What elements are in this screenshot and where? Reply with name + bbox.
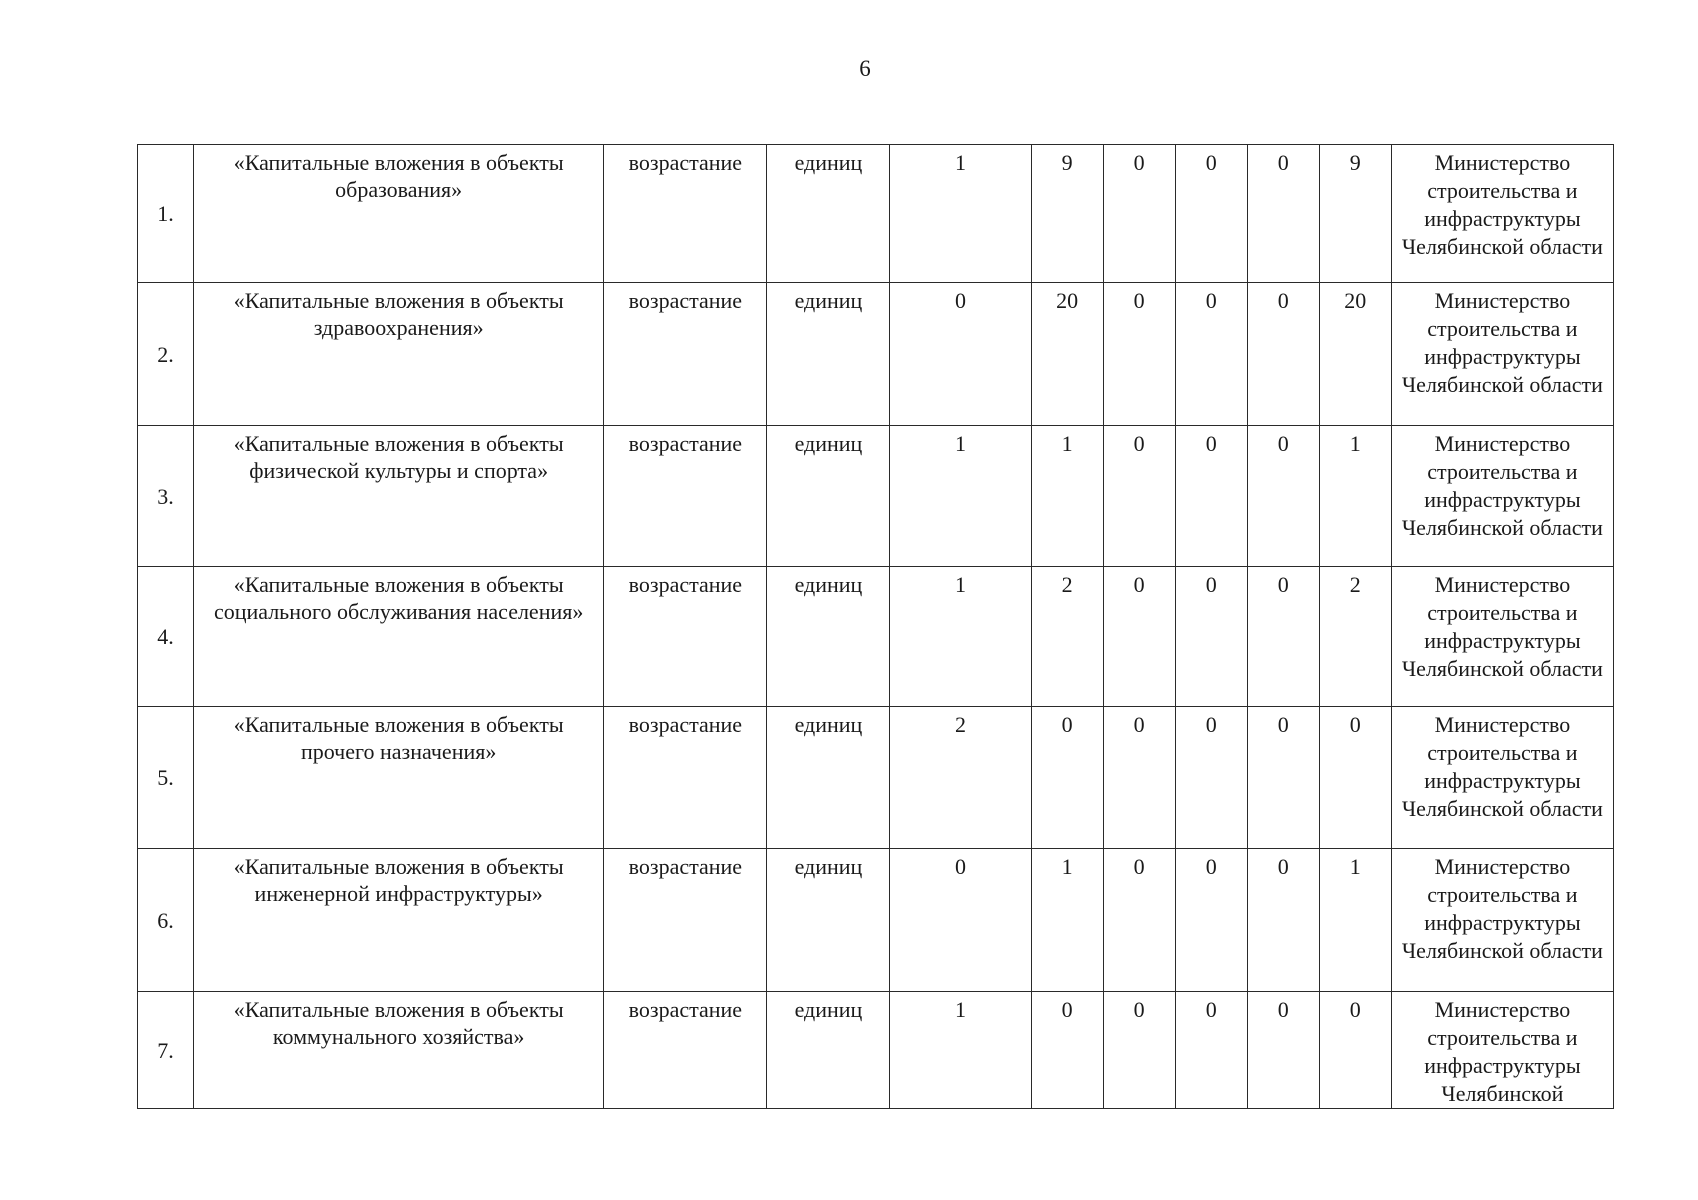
value-cell: 0 (1247, 992, 1319, 1109)
value-cell: 0 (1103, 283, 1175, 426)
value-cell: 1 (1319, 849, 1391, 992)
value-cell: 0 (1175, 283, 1247, 426)
agency-cell: Министерство строительства и инфраструктуры Челябинской (1391, 992, 1613, 1109)
table-row (138, 426, 1614, 567)
value-cell: 0 (1103, 707, 1175, 849)
indicator-name: «Капитальные вложения в объекты социального обслуживания населения» (194, 567, 604, 707)
value-cell: 0 (1247, 567, 1319, 707)
value-cell: 0 (1031, 992, 1103, 1109)
page-number: 6 (859, 56, 871, 81)
value-cell: 0 (890, 283, 1031, 426)
value-cell: 2 (890, 707, 1031, 849)
value-cell: 0 (1247, 283, 1319, 426)
value-cell: 1 (1031, 849, 1103, 992)
unit-cell: единиц (767, 849, 890, 992)
agency-cell: Министерство строительства и инфраструктуры Челябинской области (1391, 707, 1613, 849)
value-cell: 1 (1031, 426, 1103, 567)
indicator-name: «Капитальные вложения в объекты физической культуры и спорта» (194, 426, 604, 567)
indicator-name: «Капитальные вложения в объекты образования» (194, 145, 604, 283)
value-cell: 0 (1175, 145, 1247, 283)
value-cell: 20 (1031, 283, 1103, 426)
value-cell: 0 (1175, 849, 1247, 992)
row-number: 7. (138, 992, 194, 1109)
table-row (138, 283, 1614, 426)
indicator-name: «Капитальные вложения в объекты коммунального хозяйства» (194, 992, 604, 1109)
value-cell: 0 (1103, 145, 1175, 283)
value-cell: 2 (1319, 567, 1391, 707)
table-row (138, 145, 1614, 283)
trend-cell: возрастание (604, 849, 767, 992)
value-cell: 9 (1319, 145, 1391, 283)
value-cell: 20 (1319, 283, 1391, 426)
agency-cell: Министерство строительства и инфраструктуры Челябинской области (1391, 283, 1613, 426)
unit-cell: единиц (767, 145, 890, 283)
agency-cell: Министерство строительства и инфраструктуры Челябинской области (1391, 145, 1613, 283)
indicators-table (137, 144, 1614, 1109)
agency-cell: Министерство строительства и инфраструктуры Челябинской области (1391, 426, 1613, 567)
value-cell: 1 (890, 992, 1031, 1109)
value-cell: 0 (1319, 707, 1391, 849)
agency-cell: Министерство строительства и инфраструктуры Челябинской области (1391, 567, 1613, 707)
trend-cell: возрастание (604, 145, 767, 283)
unit-cell: единиц (767, 426, 890, 567)
value-cell: 1 (890, 426, 1031, 567)
value-cell: 0 (1175, 426, 1247, 567)
value-cell: 1 (1319, 426, 1391, 567)
trend-cell: возрастание (604, 567, 767, 707)
value-cell: 0 (1103, 992, 1175, 1109)
row-number: 3. (138, 426, 194, 567)
unit-cell: единиц (767, 707, 890, 849)
table-row (138, 567, 1614, 707)
value-cell: 0 (1247, 707, 1319, 849)
row-number: 2. (138, 283, 194, 426)
value-cell: 0 (890, 849, 1031, 992)
trend-cell: возрастание (604, 707, 767, 849)
table-row (138, 992, 1614, 1109)
trend-cell: возрастание (604, 283, 767, 426)
value-cell: 0 (1247, 849, 1319, 992)
trend-cell: возрастание (604, 426, 767, 567)
table-row (138, 707, 1614, 849)
value-cell: 0 (1175, 992, 1247, 1109)
value-cell: 0 (1247, 426, 1319, 567)
indicator-name: «Капитальные вложения в объекты инженерной инфраструктуры» (194, 849, 604, 992)
unit-cell: единиц (767, 283, 890, 426)
table-row (138, 849, 1614, 992)
value-cell: 1 (890, 145, 1031, 283)
value-cell: 0 (1031, 707, 1103, 849)
value-cell: 0 (1175, 707, 1247, 849)
value-cell: 0 (1103, 849, 1175, 992)
value-cell: 0 (1319, 992, 1391, 1109)
value-cell: 9 (1031, 145, 1103, 283)
trend-cell: возрастание (604, 992, 767, 1109)
row-number: 4. (138, 567, 194, 707)
unit-cell: единиц (767, 567, 890, 707)
agency-cell: Министерство строительства и инфраструктуры Челябинской области (1391, 849, 1613, 992)
row-number: 6. (138, 849, 194, 992)
value-cell: 0 (1103, 426, 1175, 567)
unit-cell: единиц (767, 992, 890, 1109)
indicator-name: «Капитальные вложения в объекты прочего назначения» (194, 707, 604, 849)
value-cell: 0 (1175, 567, 1247, 707)
row-number: 5. (138, 707, 194, 849)
row-number: 1. (138, 145, 194, 283)
value-cell: 1 (890, 567, 1031, 707)
value-cell: 0 (1103, 567, 1175, 707)
value-cell: 2 (1031, 567, 1103, 707)
value-cell: 0 (1247, 145, 1319, 283)
indicator-name: «Капитальные вложения в объекты здравоохранения» (194, 283, 604, 426)
